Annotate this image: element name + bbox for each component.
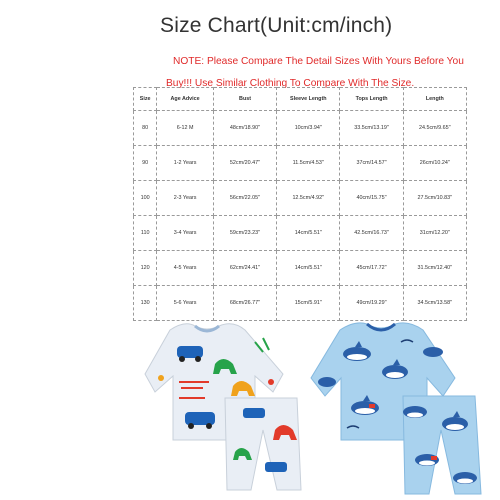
cell-sleeve: 12.5cm/4.92'': [277, 181, 340, 216]
cell-size: 80: [134, 111, 157, 146]
blue-shark-pajama-image: [305, 312, 500, 500]
cell-length: 34.5cm/13.58'': [403, 286, 466, 321]
header-age-advice: Age Advice: [157, 88, 214, 111]
car-print: [185, 412, 215, 425]
cell-length: 27.5cm/10.83'': [403, 181, 466, 216]
table-row: [134, 111, 467, 146]
cell-length: 26cm/10.24'': [403, 146, 466, 181]
cell-sleeve: 14cm/5.51'': [277, 216, 340, 251]
cell-tops: 42.5cm/16.73'': [340, 216, 403, 251]
cell-size: 110: [134, 216, 157, 251]
note-line-2: Buy!!! Use Similar Clothing To Compare With The Size.: [166, 78, 415, 89]
cell-sleeve: 10cm/3.94'': [277, 111, 340, 146]
cell-bust: 59cm/23.23'': [213, 216, 276, 251]
cell-age: 5-6 Years: [157, 286, 214, 321]
cell-length: 31.5cm/12.40'': [403, 251, 466, 286]
page-title: Size Chart(Unit:cm/inch): [160, 14, 393, 37]
blue-pajama-illustration: [305, 312, 500, 500]
cell-tops: 40cm/15.75'': [340, 181, 403, 216]
cell-sleeve: 11.5cm/4.53'': [277, 146, 340, 181]
header-tops-length: Tops Length: [340, 88, 403, 111]
cell-tops: 45cm/17.72'': [340, 251, 403, 286]
cell-bust: 62cm/24.41'': [213, 251, 276, 286]
cell-age: 1-2 Years: [157, 146, 214, 181]
cell-age: 4-5 Years: [157, 251, 214, 286]
shark-print: [453, 472, 477, 484]
header-bust: Bust: [213, 88, 276, 111]
white-dino-car-pajama-image: [115, 312, 315, 497]
shark-print: [415, 454, 439, 466]
cell-length: 24.5cm/9.65'': [403, 111, 466, 146]
table-row: [134, 181, 467, 216]
cell-size: 120: [134, 251, 157, 286]
cell-age: 6-12 M: [157, 111, 214, 146]
cell-age: 2-3 Years: [157, 181, 214, 216]
cell-sleeve: 14cm/5.51'': [277, 251, 340, 286]
table-row: [134, 251, 467, 286]
cell-tops: 49cm/19.29'': [340, 286, 403, 321]
header-sleeve-length: Sleeve Length: [277, 88, 340, 111]
size-chart-table: [133, 87, 467, 321]
cell-age: 3-4 Years: [157, 216, 214, 251]
cell-size: 130: [134, 286, 157, 321]
cell-bust: 68cm/26.77'': [213, 286, 276, 321]
car-print: [177, 346, 203, 358]
header-size: Size: [134, 88, 157, 111]
cell-size: 90: [134, 146, 157, 181]
cell-size: 100: [134, 181, 157, 216]
shark-print: [403, 406, 427, 418]
cell-bust: 56cm/22.05'': [213, 181, 276, 216]
size-table-header: [134, 88, 467, 111]
cell-bust: 52cm/20.47'': [213, 146, 276, 181]
table-row: [134, 216, 467, 251]
cell-tops: 37cm/14.57'': [340, 146, 403, 181]
cell-sleeve: 15cm/5.91'': [277, 286, 340, 321]
note-line-1: NOTE: Please Compare The Detail Sizes With Yours Before You: [173, 56, 464, 67]
car-print: [265, 462, 287, 472]
cell-length: 31cm/12.20'': [403, 216, 466, 251]
car-print: [243, 408, 265, 418]
table-row: [134, 146, 467, 181]
header-length: Length: [403, 88, 466, 111]
white-pajama-illustration: [115, 312, 315, 497]
cell-bust: 48cm/18.90'': [213, 111, 276, 146]
cell-tops: 33.5cm/13.19'': [340, 111, 403, 146]
